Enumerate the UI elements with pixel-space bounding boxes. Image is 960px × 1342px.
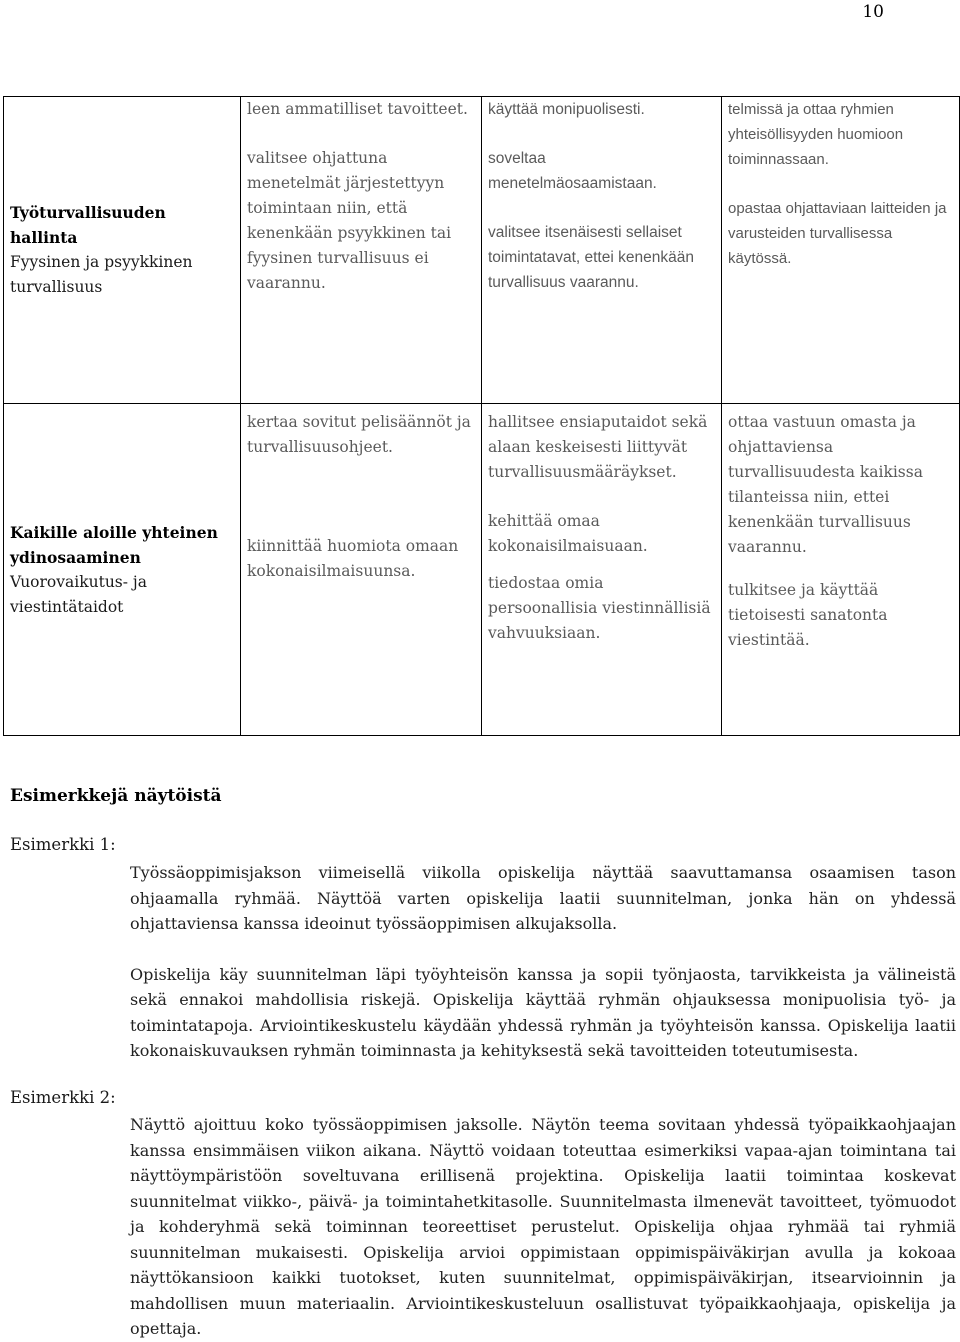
criteria-cell <box>241 404 482 736</box>
criteria-text: kiinnittää huomiota omaan kokonaisilmaisuunsa. <box>247 537 459 580</box>
criteria-cell <box>482 404 722 736</box>
area-subtitle: Fyysinen ja psyykkinen turvallisuus <box>10 253 193 296</box>
criteria-cell <box>722 97 960 404</box>
examples-heading: Esimerkkejä näytöistä <box>10 786 222 806</box>
criteria-text: käyttää monipuolisesti. <box>488 101 645 118</box>
criteria-text: valitsee itsenäisesti sellaiset toimintatavat, ettei kenenkään turvallisuus vaarannu. <box>488 224 694 291</box>
criteria-text: leen ammatilliset tavoitteet. <box>247 100 468 118</box>
criteria-text: kehittää omaa kokonaisilmaisuaan. <box>488 512 648 555</box>
criteria-text: kertaa sovitut pelisäännöt ja turvallisuusohjeet. <box>247 413 471 456</box>
area-cell <box>4 404 241 736</box>
table-row <box>4 404 960 736</box>
criteria-cell <box>241 97 482 404</box>
criteria-text: ottaa vastuun omasta ja ohjattaviensa turvallisuudesta kaikissa tilanteissa niin, ettei kenenkään turvallisuus vaarannu. <box>728 413 923 556</box>
criteria-cell <box>722 404 960 736</box>
example-body <box>130 1112 956 1342</box>
example-paragraph: Työssäoppimisjakson viimeisellä viikolla opiskelija näyttää saavuttamansa osaamisen tason ohjaamalla ryhmää. Näyttöä varten opiskelija laatii suunnitelman, jonka hän on yhdessä ohjattaviensa kanssa ideoinut työssäoppimisen alkujaksolla. <box>130 863 956 933</box>
criteria-text: tulkitsee ja käyttää tietoisesti sanatonta viestintää. <box>728 581 888 649</box>
example-paragraph: Näyttö ajoittuu koko työssäoppimisen jaksolle. Näytön teema sovitaan yhdessä työpaikkaohjaajan kanssa ensimmäisen viikon aikana. Näyttö voidaan toteuttaa esimerkiksi vapaa-ajan toimintana tai näyttöympäristöön soveltuvana erillisenä projektina. Opiskelija laatii toimintaa koskevat suunnitelmat viikko-, päivä- ja toimintahetkitasolle. Suunnitelmasta ilmenevät tavoitteet, työmuodot ja kohderyhmä sekä toiminnan teoreettiset perustelut. Opiskelija ohjaa ryhmää tai ryhmiä suunnitelman mukaisesti. Opiskelija arvioi oppimistaan oppimispäiväkirjan avulla ja kokoaa näyttökansioon kaikki tuotokset, kuten suunnitelmat, oppimispäiväkirjan, itsearvioinnin ja mahdollisen muun materiaalin. Arviointikeskusteluun osallistuvat työpaikkaohjaaja, opiskelija ja opettaja. <box>130 1115 956 1338</box>
area-title: Kaikille aloille yhteinen ydinosaaminen <box>10 522 218 567</box>
example-body <box>130 860 956 1064</box>
area-subtitle: Vuorovaikutus- ja viestintätaidot <box>10 572 147 616</box>
criteria-text: soveltaa menetelmäosaamistaan. <box>488 150 657 192</box>
assessment-criteria-table <box>3 96 960 736</box>
criteria-cell <box>482 97 722 404</box>
criteria-text: opastaa ohjattaviaan laitteiden ja varusteiden turvallisessa käytössä. <box>728 200 947 267</box>
criteria-text: tiedostaa omia persoonallisia viestinnällisiä vahvuuksiaan. <box>488 574 711 642</box>
criteria-text: valitsee ohjattuna menetelmät järjestettyyn toimintaan niin, että kenenkään psyykkinen tai fyysinen turvallisuus ei vaarannu. <box>247 149 452 292</box>
example-label: Esimerkki 2: <box>10 1088 116 1107</box>
page-number: 10 <box>862 2 884 22</box>
criteria-text: hallitsee ensiaputaidot sekä alaan keskeisesti liittyvät turvallisuusmääräykset. <box>488 413 708 481</box>
criteria-text: telmissä ja ottaa ryhmien yhteisöllisyyden huomioon toiminnassaan. <box>728 101 904 168</box>
example-paragraph: Opiskelija käy suunnitelman läpi työyhteisön kanssa ja sopii työnjaosta, tarvikkeista ja välineistä sekä ennakoi mahdollisia riskejä. Opiskelija käyttää ryhmän ohjauksessa monipuolisia työ- ja toimintatapoja. Arviointikeskustelu käydään yhdessä ryhmän ja työyhteisön kanssa. Opiskelija laatii kokonaiskuvauksen ryhmän toiminnasta ja kehityksestä sekä tavoitteiden toteutumisesta. <box>130 964 956 1060</box>
table-row <box>4 97 960 404</box>
area-title: Työturvallisuuden hallinta <box>10 203 166 247</box>
example-label: Esimerkki 1: <box>10 835 116 854</box>
area-cell <box>4 97 241 404</box>
